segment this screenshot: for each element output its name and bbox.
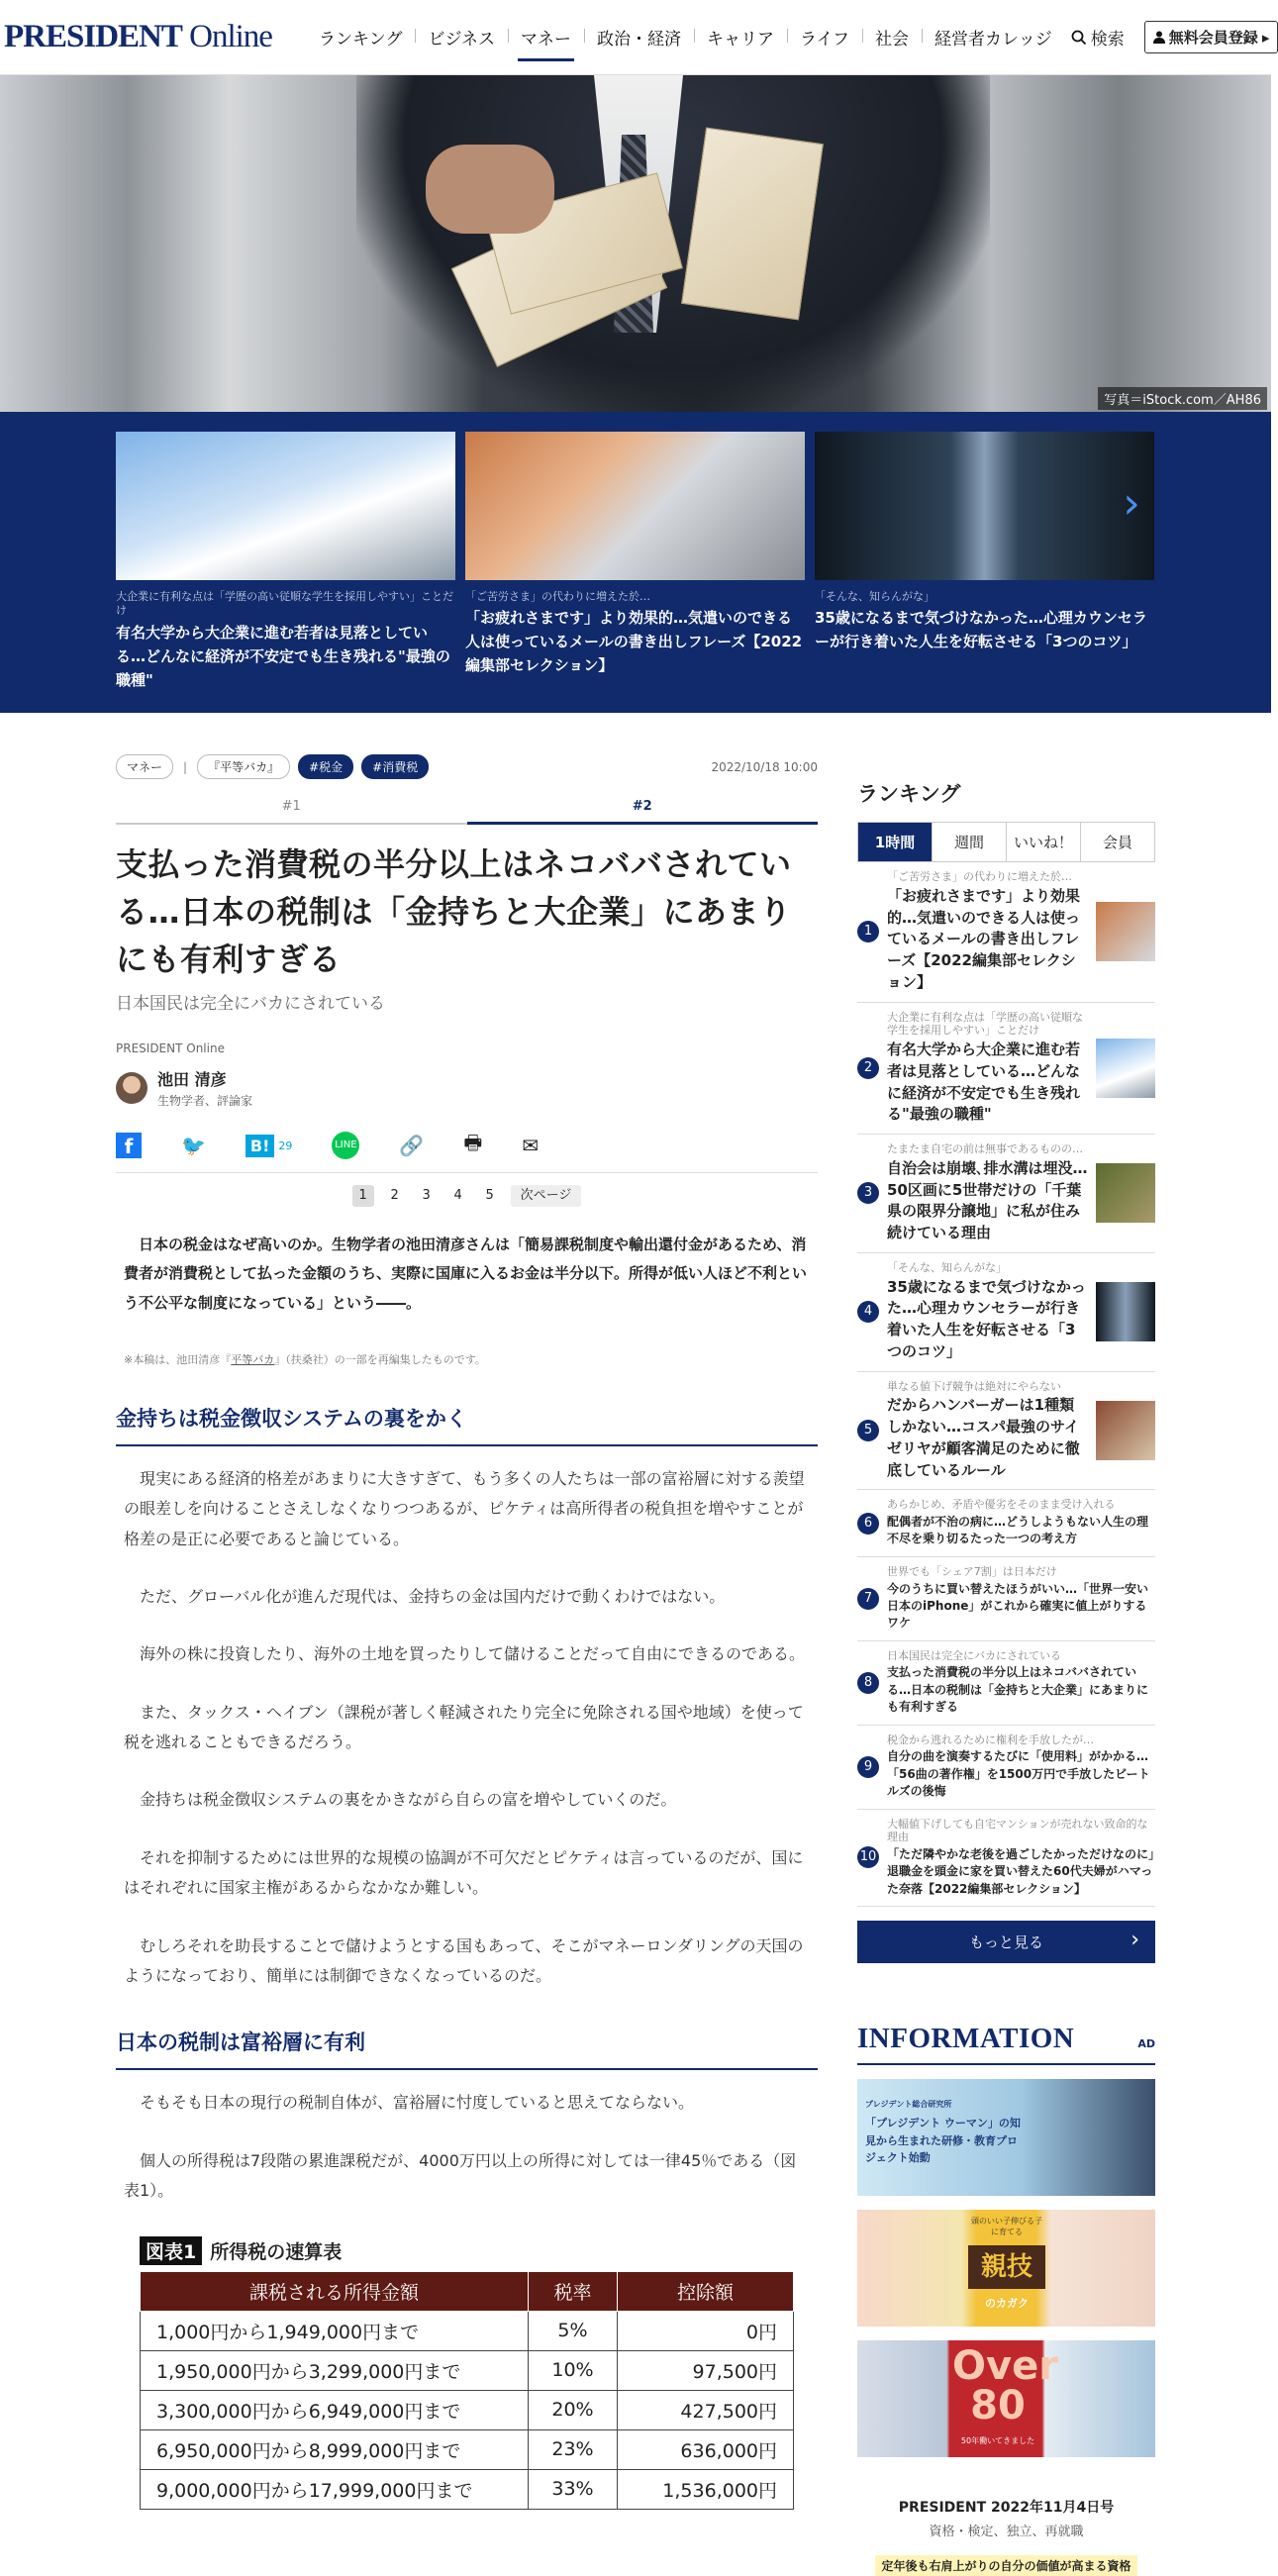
photo-credit: 写真＝iStock.com／AH86	[1098, 387, 1267, 410]
table-cell: 6,950,000円から8,999,000円まで	[141, 2429, 529, 2469]
pagination	[116, 1185, 818, 1207]
twitter-icon[interactable]: 🐦	[181, 1134, 206, 1157]
ranking-tab-weekly[interactable]: 週間	[933, 823, 1007, 861]
site-logo[interactable]: PRESIDENT Online	[4, 19, 272, 54]
banner-kicker: プレジデント総合研究所	[865, 2100, 952, 2110]
rank-number: 2	[857, 1057, 879, 1079]
nav-ranking[interactable]: ランキング	[318, 30, 403, 50]
site-header	[0, 0, 1271, 75]
ranking-kicker: 日本国民は完全にバカにされている	[887, 1648, 1061, 1662]
table-cell: 1,950,000円から3,299,000円まで	[141, 2350, 529, 2390]
carousel-card[interactable]	[465, 432, 805, 692]
ad-banner-over80[interactable]	[857, 2340, 1155, 2457]
search-icon	[1071, 30, 1087, 46]
information-header	[857, 2023, 1155, 2065]
ranking-title: 配偶者が不治の病に…どうしようもない人生の理不尽を乗り切るたった一つの考え方	[887, 1515, 1149, 1546]
paragraph: 海外の株に投資したり、海外の土地を買ったりして儲けることだって自由にできるのである。	[140, 1644, 806, 1664]
tag-tax[interactable]: #税金	[298, 754, 353, 779]
page-tab-2[interactable]: #2	[467, 799, 819, 825]
magazine-title: PRESIDENT 2022年11月4日号	[898, 2500, 1115, 2517]
ranking-kicker: 単なる値下げ競争は絶対にやらない	[887, 1379, 1061, 1393]
sidebar	[857, 778, 1155, 2576]
card-title: 35歳になるまで気づけなかった…心理カウンセラーが行き着いた人生を好転させる「3つのコツ」	[815, 609, 1147, 651]
ranking-item[interactable]	[857, 1253, 1155, 1372]
ranking-title: 自治会は崩壊､排水溝は埋没…50区画に5世帯だけの「千葉県の限界分譲地」に私が住み続けている理由	[887, 1158, 1088, 1241]
share-bar	[116, 1129, 818, 1173]
rank-number: 7	[857, 1588, 879, 1610]
ranking-heading: ランキング	[857, 782, 961, 806]
pager-page-3[interactable]: 3	[422, 1188, 431, 1203]
table-cell: 33%	[529, 2469, 618, 2509]
ranking-kicker: 「ご苦労さま」の代わりに増えた於…	[887, 870, 1072, 883]
table-header: 課税される所得金額	[141, 2271, 529, 2311]
line-icon[interactable]: LINE	[332, 1132, 359, 1159]
ranking-title: 35歳になるまで気づけなかった…心理カウンセラーが行き着いた人生を好転させる「3つのコツ」	[887, 1277, 1086, 1360]
ranking-tab-hourly[interactable]: 1時間	[858, 823, 933, 861]
hero-hand	[426, 145, 554, 234]
ranking-kicker: 大企業に有利な点は「学歴の高い従順な学生を採用しやすい」ことだけ	[887, 1010, 1083, 1038]
carousel-card[interactable]	[116, 432, 455, 692]
article-tags	[116, 754, 818, 779]
ranking-thumbnail	[1096, 1163, 1155, 1223]
ranking-kicker: たまたま自宅の前は無事であるものの…	[887, 1142, 1083, 1155]
table-header: 控除額	[618, 2271, 794, 2311]
author-block[interactable]	[116, 1067, 818, 1109]
ranking-item[interactable]	[857, 1490, 1155, 1557]
user-icon	[1153, 31, 1165, 44]
ad-label: AD	[1137, 2037, 1155, 2051]
table-header: 税率	[529, 2271, 618, 2311]
banner-headline: Over 80	[952, 2343, 1058, 2429]
ranking-title: 自分の曲を演奏するたびに「使用料」がかかる…「56曲の著作権」を1500万円で手放したビートルズの後悔	[887, 1749, 1150, 1799]
hatena-count: 29	[278, 1139, 293, 1152]
avatar	[116, 1072, 147, 1104]
ranking-tab-likes[interactable]: いいね！	[1007, 823, 1081, 861]
article-lead: 日本の税金はなぜ高いのか。生物学者の池田清彦さんは「簡易課税制度や輸出還付金があるため、消費者が消費税として払った金額のうち、実際に国庫に入るお金は半分以下。所得が低い人ほど不利という不公平な制度になっている」という――。	[124, 1236, 808, 1312]
publisher-brand: PRESIDENT Online	[116, 1041, 225, 1055]
table-row	[141, 2350, 794, 2390]
table-row	[141, 2429, 794, 2469]
nav-politics[interactable]: 政治・経済	[584, 25, 694, 50]
carousel-card[interactable]	[815, 432, 1154, 692]
paragraph: 金持ちは税金徴収システムの裏をかきながら自らの富を増やしていくのだ。	[140, 1790, 677, 1810]
hatena-icon: B!	[246, 1135, 275, 1157]
ranking-kicker: 世界でも「シェア7割」は日本だけ	[887, 1564, 1057, 1578]
magazine-subtitle: 資格・検定、独立、再就職	[929, 2525, 1084, 2540]
paragraph: そもそも日本の現行の税制自体が、富裕層に忖度していると思えてならない。	[140, 2093, 695, 2113]
rank-number: 1	[857, 921, 879, 942]
source-note: ※本稿は、池田清彦『平等バカ』（扶桑社）の一部を再編集したものです。	[124, 1352, 486, 1366]
card-kicker: 大企業に有利な点は「学歴の高い従順な学生を採用しやすい」ことだけ	[116, 590, 453, 618]
tag-money[interactable]: マネー	[116, 754, 173, 779]
ranking-tab-members[interactable]: 会員	[1102, 834, 1132, 851]
figure-tax-table	[140, 2236, 794, 2510]
paragraph: また、タックス・ヘイブン（課税が著しく軽減されたり完全に免除される国や地域）を使って税を逃れることもできるだろう。	[124, 1702, 804, 1752]
article	[116, 754, 818, 2510]
paragraph: むしろそれを助長することで儲けようとする国もあって、そこがマネーロンダリングの天国のようになっており、簡単には制御できなくなっているのだ。	[124, 1935, 804, 1986]
author-role: 生物学者、評論家	[157, 1094, 253, 1108]
table-row	[141, 2469, 794, 2509]
card-title: 「お疲れさまです」より効果的…気遣いのできる人は使っているメールの書き出しフレーズ【2022編集部セレクション】	[465, 609, 803, 675]
ranking-title: 「ただ隣やかな老後を過ごしたかっただけなのに」退職金を頭金に家を買い替えた60代夫婦がハマった奈落【2022編集部セレクション】	[887, 1847, 1155, 1896]
ranking-thumbnail	[1096, 902, 1155, 961]
ranking-item[interactable]	[857, 1003, 1155, 1136]
tag-book[interactable]: 『平等バカ』	[197, 754, 290, 779]
ranking-title: 「お疲れさまです」より効果的…気遣いのできる人は使っているメールの書き出しフレーズ【2022編集部セレクション】	[887, 886, 1081, 991]
ranking-item[interactable]	[857, 1810, 1155, 1908]
ranking-item[interactable]	[857, 1726, 1155, 1810]
pager-page-1[interactable]: 1	[352, 1185, 374, 1207]
banner-caption: 50年働いてきました	[960, 2436, 1035, 2446]
search-label: 検索	[1090, 30, 1125, 50]
author-name: 池田 清彦	[157, 1070, 227, 1089]
ad-banner-parenting[interactable]	[857, 2210, 1155, 2327]
tag-consumption-tax[interactable]: #消費税	[361, 754, 429, 779]
section-heading: 金持ちは税金徴収システムの裏をかく	[116, 1403, 818, 1446]
magazine-promo[interactable]	[857, 2497, 1155, 2576]
figure-title: 所得税の速算表	[210, 2240, 343, 2263]
magazine-highlight: 定年後も右肩上がりの自分の価値が高まる資格	[875, 2555, 1136, 2576]
pager-page-4[interactable]: 4	[453, 1188, 462, 1203]
related-carousel	[0, 412, 1271, 713]
pager-page-2[interactable]: 2	[390, 1188, 399, 1203]
table-cell: 20%	[529, 2390, 618, 2429]
table-cell: 5%	[529, 2311, 618, 2350]
hero-image	[0, 75, 1271, 412]
ranking-thumbnail	[1096, 1401, 1155, 1460]
table-cell: 1,536,000円	[618, 2469, 794, 2509]
ranking-tabs	[857, 822, 1155, 862]
search-button[interactable]	[1071, 25, 1125, 50]
ranking-title: だからハンバーガーは1種類しかない…コスパ最強のサイゼリヤが顧客満足のために徹底しているルール	[887, 1396, 1080, 1479]
table-row	[141, 2390, 794, 2429]
nav-life[interactable]: ライフ	[787, 25, 862, 50]
ranking-kicker: 税金から逃れるために権利を手放したが…	[887, 1733, 1094, 1746]
ad-banner-training[interactable]	[857, 2079, 1155, 2196]
paragraph: ただ、グローバル化が進んだ現代は、金持ちの金は国内だけで動くわけではない。	[140, 1586, 726, 1606]
rank-number: 6	[857, 1513, 879, 1535]
table-cell: 23%	[529, 2429, 618, 2469]
table-cell: 10%	[529, 2350, 618, 2390]
pager-page-5[interactable]: 5	[485, 1188, 494, 1203]
paragraph: 個人の所得税は7段階の累進課税だが、4000万円以上の所得に対しては一律45％である（図表1）。	[124, 2150, 797, 2201]
paragraph: それを抑制するためには世界的な規模の協調が不可欠だとピケティは言っているのだが、国にはそれぞれに国家主権があるからなかなか難しい。	[124, 1847, 804, 1898]
nav-business[interactable]: ビジネス	[415, 25, 508, 50]
ranking-thumbnail	[1096, 1039, 1155, 1098]
tax-rate-table	[140, 2271, 794, 2510]
hero-banknote	[681, 128, 824, 321]
rank-number: 10	[857, 1846, 879, 1868]
section-heading: 日本の税制は富裕層に有利	[116, 2027, 818, 2070]
print-icon[interactable]: 🖶	[463, 1131, 483, 1154]
ranking-item[interactable]	[857, 1372, 1155, 1491]
page-tab-1[interactable]: #1	[116, 799, 467, 825]
nav-career[interactable]: キャリア	[694, 25, 787, 50]
card-title: 有名大学から大企業に進む若者は見落としている…どんなに経済が不安定でも生き残れる"最強の職種"	[116, 623, 450, 689]
ranking-title: 今のうちに買い替えたほうがいい…「世界一安い日本のiPhone」がこれから確実に値上がりするワケ	[887, 1581, 1149, 1631]
ranking-kicker: あらかじめ、矛盾や優劣をそのまま受け入れる	[887, 1498, 1116, 1512]
rank-number: 5	[857, 1420, 879, 1441]
rank-number: 4	[857, 1301, 879, 1323]
ranking-title: 有名大学から大企業に進む若者は見落としている…どんなに経済が不安定でも生き残れる"最強の職種"	[887, 1040, 1081, 1124]
banner-logo: 親技	[968, 2245, 1045, 2289]
paragraph: 現実にある経済的格差があまりに大きすぎて、もう多くの人たちは一部の富裕層に対する羨望の眼差しを向けることさえしなくなりつつあるが、ピケティは高所得者の税負担を増やすことが格差の是正に必要であると論じている。	[124, 1468, 805, 1548]
more-button[interactable]: もっと見る ›	[857, 1921, 1155, 1963]
table-cell: 97,500円	[618, 2350, 794, 2390]
card-kicker: 「そんな、知らんがな」	[815, 590, 934, 603]
table-row	[141, 2311, 794, 2350]
banner-top-text: 頭のいい子伸びる子に育てる	[971, 2217, 1042, 2237]
figure-caption	[140, 2236, 794, 2265]
book-link[interactable]: 平等バカ	[231, 1352, 275, 1366]
table-cell: 427,500円	[618, 2390, 794, 2429]
table-cell: 0円	[618, 2311, 794, 2350]
table-cell: 3,300,000円から6,949,000円まで	[141, 2390, 529, 2429]
page-tabs	[116, 799, 818, 825]
hatena-bookmark-button[interactable]	[246, 1135, 293, 1157]
nav-executive-college[interactable]: 経営者カレッジ	[922, 25, 1065, 50]
card-thumbnail-ladder	[116, 432, 455, 580]
rank-number: 8	[857, 1672, 879, 1694]
member-register-label: 無料会員登録	[1168, 29, 1258, 47]
ranking-thumbnail	[1096, 1282, 1155, 1341]
ranking-kicker: 「そんな、知らんがな」	[887, 1260, 1007, 1274]
ranking-title: 支払った消費税の半分以上はネコババされている…日本の税制は「金持ちと大企業」にあまりにも有利すぎる	[887, 1665, 1149, 1715]
article-subtitle: 日本国民は完全にバカにされている	[116, 994, 385, 1014]
tag-separator: |	[183, 759, 188, 774]
banner-text: 「プレジデント ウーマン」の知見から生まれた研修・教育プロジェクト始動	[865, 2117, 1021, 2165]
rank-number: 9	[857, 1756, 879, 1778]
member-register-button[interactable]	[1144, 21, 1278, 53]
table-cell: 636,000円	[618, 2429, 794, 2469]
card-kicker: 「ご苦労さま」の代わりに増えた於…	[465, 590, 650, 603]
information-heading: INFORMATION	[857, 2023, 1075, 2055]
link-icon[interactable]: 🔗	[399, 1134, 425, 1157]
ranking-kicker: 大幅値下げしても自宅マンションが売れない致命的な理由	[887, 1817, 1148, 1844]
pager-next-button[interactable]: 次ページ	[511, 1185, 582, 1207]
figure-label: 図表1	[140, 2236, 202, 2265]
main-nav	[306, 25, 1065, 50]
table-header-row	[141, 2271, 794, 2311]
nav-society[interactable]: 社会	[862, 25, 922, 50]
facebook-icon[interactable]: f	[116, 1133, 142, 1158]
table-cell: 1,000円から1,949,000円まで	[141, 2311, 529, 2350]
ranking-item[interactable]	[857, 862, 1155, 1003]
nav-money[interactable]: マネー	[508, 25, 584, 50]
rank-number: 3	[857, 1182, 879, 1204]
ranking-item[interactable]	[857, 1557, 1155, 1641]
article-title: 支払った消費税の半分以上はネコババされている…日本の税制は「金持ちと大企業」にあまりにも有利すぎる	[116, 845, 792, 978]
ranking-item[interactable]	[857, 1135, 1155, 1253]
ranking-item[interactable]	[857, 1641, 1155, 1726]
carousel-next-arrow-icon[interactable]: ›	[1123, 478, 1140, 529]
publish-date: 2022/10/18 10:00	[711, 759, 818, 774]
chevron-right-icon: ▸	[1261, 28, 1270, 47]
card-thumbnail-keyboard	[465, 432, 805, 580]
table-cell: 9,000,000円から17,999,000円まで	[141, 2469, 529, 2509]
banner-sub: のカガク	[985, 2297, 1029, 2311]
card-thumbnail-forest	[815, 432, 1154, 580]
mail-icon[interactable]: ✉	[522, 1134, 539, 1157]
